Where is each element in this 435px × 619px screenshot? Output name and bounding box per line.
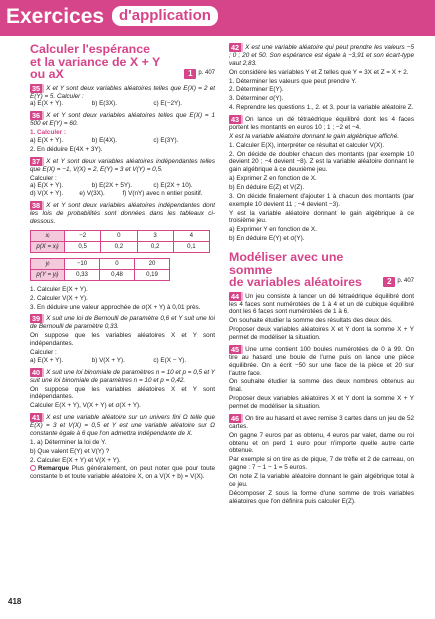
choices: a) E(X + Y). b) E(3X). c) E(−2Y). [30,100,183,108]
exercise-41: 41 X est une variable aléatoire sur un univers fini Ω telle que E(X) = 3 et V(X) = 0,5 et Y est une variable aléatoire sur Ω constante égale à 6 que l'on admettra indépendante de X. 1. a) Déterminer la loi de Y. b) Que valent E(Y) et V(Y) ? 2. Calculer E(X + Y) et V(X + Y). Remarque Plus généralement, on peut noter que pour toute constante b et toute variable aléatoire X, on a V(X + b) = V(X). [30,413,215,481]
choices: a) E(X + Y). b) V(X + Y). c) E(X − Y). [30,356,187,364]
probability-table-y [30,258,170,281]
table-row: p(X = xᵢ) 0,5 0,2 0,2 0,1 [31,241,210,252]
remark: Remarque Plus généralement, on peut noter que pour toute constante b et toute variable aléatoire X, on a V(X + b) = V(X). [30,465,215,481]
right-column [229,43,414,505]
header-badge: d'application [112,6,218,26]
exercise-number: 42 [229,43,243,52]
exercise-40: 40 X suit une loi binomiale de paramètres n = 10 et p = 0,5 et Y suit une loi binomiale de paramètres n = 10 et p = 0,42. On suppose que les variables aléatoires X et Y sont indépendantes. Calculer E(X + Y), V(X + Y) et σ(X + Y). [30,367,215,410]
exercise-number: 39 [30,314,44,323]
exercise-number: 41 [30,413,44,422]
remark-icon [30,465,36,471]
exercise-number: 40 [30,368,44,377]
course-book-icon: 1 [184,69,196,79]
exercise-46: 46 On tire au hasard et avec remise 3 cartes dans un jeu de 52 cartes. On gagne 7 euros par as obtenu, 4 euros par valet, dame ou roi obtenu et on perd 1 euro pour n'importe quelle autre carte obtenue. Par exemple si on tire as de pique, 7 de trèfle et 2 de carreau, on gagne : 7 − 1 − 1 = 5 euros. On note Z la variable aléatoire donnant le gain algébrique total à ce jeu. Décomposer Z sous la forme d'une somme de trois variables aléatoires que l'on définira puis calculer E(Z). [229,413,414,505]
choices: a) E(X + Y). b) E(2X + 5Y). c) E(2X + 10). [30,182,193,190]
page-number: 418 [8,597,22,606]
exercise-43: 43 On lance un dé tétraédrique équilibré dont les 4 faces portent les montants en euros 10 ; 1 ; −2 et −4. X est la variable aléatoire donnant le gain algébrique affiché. 1. Calculer E(X), interpréter ce résultat et calculer V(X). 2. On décide de doubler chacun des montants (par exemple 10 devient 20 ; −4 devient −8). Z est la variable aléatoire donnant le gain algébrique à ce deuxième jeu. a) Exprimer Z en fonction de X. b) En déduire E(Z) et V(Z). 3. On décide finalement d'ajouter 1 à chacun des montants (par exemple 10 devient 11 ; −4 devient −3). Y est la variable aléatoire donnant le gain algébrique à ce troisième jeu. a) Exprimer Y en fonction de X. b) En déduire E(Y) et σ(Y). [229,115,414,243]
exercise-number: 35 [30,84,44,93]
exercise-number: 36 [30,111,44,120]
exercise-number: 43 [229,115,243,124]
exercise-39: 39 X suit une loi de Bernoulli de paramètre 0,6 et Y suit une loi de Bernoulli de paramètre 0,33. On suppose que les variables aléatoires X et Y sont indépendantes. Calculer : a) E(X + Y). b) V(X + Y). c) E(X − Y). [30,314,215,364]
choices: d) V(X + Y). e) V(3X). f) V(nY) avec n entier positif. [30,190,203,198]
course-book-icon: 2 [383,277,395,287]
exercise-number: 37 [30,157,44,166]
probability-table-x [30,230,210,253]
section-1-title: Calculer l'espérance et la variance de X + Y ou aX [30,42,161,81]
exercise-42: 42 X est une variable aléatoire qui peut prendre les valeurs −5 ; 0 ; 20 et 50. Son espérance est égale à −3,91 et son écart-type vaut 2,83. On considère les variables Y et Z telles que Y = 3X et Z = X + 2. 1. Déterminer les valeurs que peut prendre Y. 2. Déterminer E(Y). 3. Déterminer σ(Y). 4. Reprendre les questions 1., 2. et 3. pour la variable aléatoire Z. [229,43,414,112]
section-1-ref[interactable]: 1 p. 407 [184,69,215,79]
exercise-number: 38 [30,201,44,210]
exercise-37: 37 X et Y sont deux variables aléatoires indépendantes telles que E(X) = −1, V(X) = 2, E(Y) = 3 et V(Y) = 0,5. Calculer : a) E(X + Y). b) E(2X + 5Y). c) E(2X + 10). d) V(X + Y). e) V(3X). f) V(nY) avec n entier positif. [30,156,215,198]
exercise-45: 45 Une urne contient 100 boules numérotées de 0 à 99. On tire au hasard une boule de l'urne puis on lance une pièce équilibrée. On a écrit −50 sur une face de la pièce et 20 sur l'autre face. On souhaite étudier la somme des deux nombres obtenus au final. Proposer deux variables aléatoires X et Y dont la somme X + Y permet de modéliser la situation. [229,344,414,410]
exercise-number: 45 [229,345,243,354]
table-row: p(Y = yᵢ) 0,33 0,48 0,19 [31,269,170,280]
section-1-header [30,43,215,81]
left-column [30,43,215,481]
choices: a) E(X + Y). b) E(4X). c) E(3Y). [30,136,179,144]
table-row: xᵢ −2 0 3 4 [31,230,210,241]
exercise-number: 46 [229,414,243,423]
exercise-35: 35 X et Y sont deux variables aléatoires telles que E(X) = 2 et E(Y) = 5. Calculer : a) E(X + Y). b) E(3X). c) E(−2Y). [30,83,215,108]
header-title: Exercices [6,5,105,28]
table-row: yᵢ −10 0 20 [31,258,170,269]
section-2-header [229,251,414,289]
page-header [0,0,435,36]
exercise-44: 44 Un jeu consiste à lancer un dé tétraédrique équilibré dont les 4 faces sont numérotées de 1 à 4 et un dé cubique équilibré dont les 6 faces sont numérotées de 1 à 6. On souhaite étudier la somme des résultats des deux dés. Proposer deux variables aléatoires X et Y dont la somme X + Y permet de modéliser la situation. [229,291,414,341]
exercise-38: 38 X et Y sont deux variables aléatoires indépendantes dont les lois de probabilités sont données dans les tableaux ci-dessous. xᵢ −2 0 3 4 p(X = xᵢ) 0,5 0,2 0,2 0,1 yᵢ −10 0 20 p(Y = yᵢ) 0,33 0,48 0,19 1. Calculer E(X + Y). 2. Calculer V(X + Y). 3. En déduire une valeur approchée de σ(X + Y) à 0,01 près. [30,201,215,311]
exercise-number: 44 [229,292,243,301]
section-2-ref[interactable]: 2 p. 407 [383,277,414,287]
exercise-36: 36 X et Y sont deux variables aléatoires telles que E(X) = 1 500 et E(Y) = 60. 1. Calculer : a) E(X + Y). b) E(4X). c) E(3Y). 2. En déduire E(4X + 3Y). [30,111,215,153]
section-2-title: Modéliser avec une somme de variables aléatoires [229,250,362,290]
